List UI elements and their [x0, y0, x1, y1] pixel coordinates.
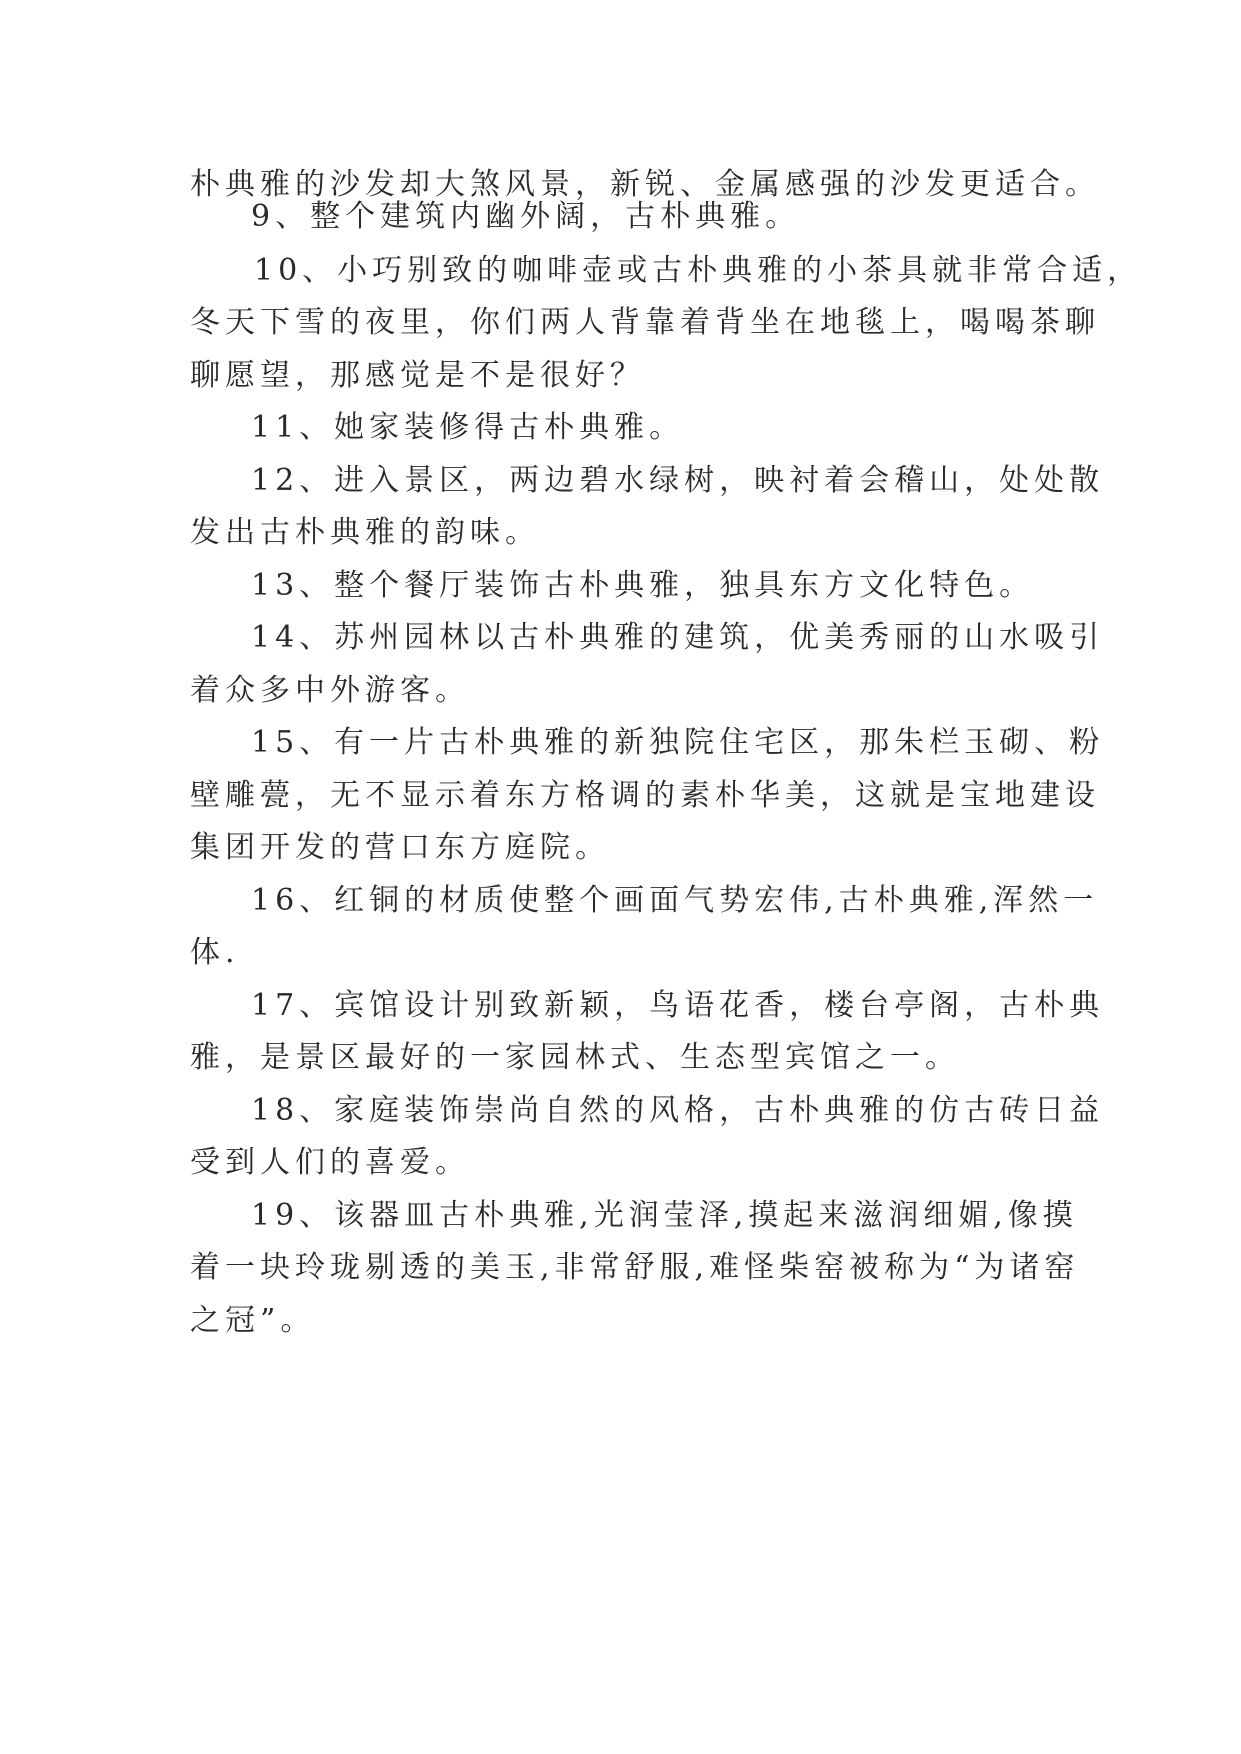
paragraph-line: 雅，是景区最好的一家园林式、生态型宾馆之一。	[190, 1040, 960, 1075]
paragraph-line: 9、整个建筑内幽外阔，古朴典雅。	[251, 199, 801, 234]
paragraph-line: 12、进入景区，两边碧水绿树，映衬着会稽山，处处散	[251, 463, 1105, 498]
paragraph-line: 冬天下雪的夜里，你们两人背靠着背坐在地毯上，喝喝茶聊	[190, 305, 1100, 340]
paragraph-line: 着众多中外游客。	[190, 673, 470, 708]
paragraph-line: 壁雕甍，无不显示着东方格调的素朴华美，这就是宝地建设	[190, 778, 1100, 813]
paragraph-line: 19、该器皿古朴典雅,光润莹泽,摸起来滋润细媚,像摸	[251, 1198, 1078, 1233]
paragraph-line: 15、有一片古朴典雅的新独院住宅区，那朱栏玉砌、粉	[251, 725, 1105, 760]
paragraph-line: 11、她家装修得古朴典雅。	[251, 410, 685, 445]
paragraph-line: 受到人们的喜爱。	[190, 1145, 470, 1180]
paragraph-line: 集团开发的营口东方庭院。	[190, 830, 610, 865]
paragraph-line: 聊愿望，那感觉是不是很好？	[190, 358, 645, 393]
paragraph-line: 朴典雅的沙发却大煞风景，新锐、金属感强的沙发更适合。	[190, 167, 1100, 202]
paragraph-line: 发出古朴典雅的韵味。	[190, 515, 540, 550]
paragraph-line: 之冠”。	[190, 1303, 316, 1338]
paragraph-line: 10、小巧别致的咖啡壶或古朴典雅的小茶具就非常合适，	[254, 253, 1143, 288]
paragraph-line: 16、红铜的材质使整个画面气势宏伟,古朴典雅,浑然一	[251, 883, 1099, 918]
paragraph-line: 18、家庭装饰崇尚自然的风格，古朴典雅的仿古砖日益	[251, 1093, 1105, 1128]
paragraph-line: 14、苏州园林以古朴典雅的建筑，优美秀丽的山水吸引	[251, 620, 1105, 655]
paragraph-line: 着一块玲珑剔透的美玉,非常舒服,难怪柴窑被称为“为诸窑	[190, 1250, 1080, 1285]
paragraph-line: 13、整个餐厅装饰古朴典雅，独具东方文化特色。	[251, 568, 1035, 603]
paragraph-line: 17、宾馆设计别致新颖，鸟语花香，楼台亭阁，古朴典	[251, 988, 1105, 1023]
paragraph-line: 体.	[190, 935, 240, 970]
